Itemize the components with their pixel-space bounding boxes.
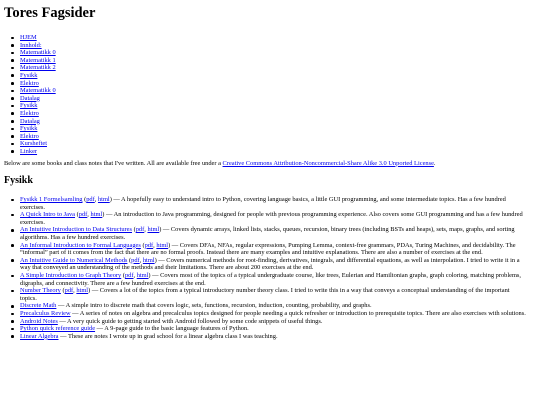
book-item bbox=[20, 325, 528, 333]
book-pdf-link[interactable]: pdf bbox=[131, 256, 140, 264]
book-item bbox=[20, 302, 528, 310]
book-title-link[interactable]: Precalculus Review bbox=[20, 310, 71, 317]
nav-link-linker[interactable]: Linker bbox=[20, 147, 38, 155]
book-title-link[interactable]: Discrete Math bbox=[20, 302, 57, 310]
book-pdf-link[interactable]: pdf bbox=[144, 241, 154, 249]
book-description: — A 9-page guide to the basic language features of Python. bbox=[95, 325, 249, 333]
nav-link-fysikk-b[interactable]: Fysikk bbox=[20, 102, 38, 110]
nav-link-matematikk-1[interactable]: Matematikk 1 bbox=[20, 56, 56, 64]
book-description: — Covers most of the topics of a typical undergraduate course, like trees, Eulerian and Hamiltonian graphs, graph coloring, matching problems, digraphs, and connectivity. There are a few hundred exercises at the end. bbox=[20, 272, 522, 287]
intro-text: Below are some books and class notes that I've written. All are available free under a bbox=[4, 159, 221, 167]
book-item bbox=[20, 318, 528, 326]
license-link[interactable]: Creative Commons Attribution-Noncommercial-Share Alike 3.0 Unported License bbox=[222, 159, 434, 167]
intro-end: . bbox=[433, 159, 436, 167]
book-description: — A hopefully easy to understand intro to Python, covering language basics, a little GUI programming, and some intermediate topics. Has a few hundred exercises. bbox=[20, 196, 506, 211]
nav-item bbox=[20, 95, 528, 103]
nav-link-kursheftet[interactable]: Kursheftet bbox=[20, 140, 47, 148]
nav-item bbox=[20, 148, 528, 156]
nav-item bbox=[20, 72, 528, 80]
book-html-link[interactable]: html bbox=[142, 256, 155, 264]
book-pdf-link[interactable]: pdf bbox=[78, 211, 88, 219]
book-pdf-link[interactable]: pdf bbox=[124, 272, 134, 280]
nav-link-matematikk-0-b[interactable]: Matematikk 0 bbox=[20, 87, 56, 95]
nav-link-matematikk-0[interactable]: Matematikk 0 bbox=[20, 49, 56, 57]
book-html-link[interactable]: html bbox=[147, 226, 160, 234]
nav-item bbox=[20, 34, 528, 42]
nav-item bbox=[20, 110, 528, 118]
book-title-link[interactable]: Number Theory bbox=[20, 287, 61, 295]
nav-item bbox=[20, 102, 528, 110]
nav-link-datalag[interactable]: Datalag bbox=[20, 94, 40, 102]
nav-item bbox=[20, 49, 528, 57]
nav-link-datalag-b[interactable]: Datalag bbox=[20, 117, 40, 125]
nav-link-hjem[interactable]: HJEM bbox=[20, 34, 37, 41]
nav-link-innhold[interactable]: Innhold: bbox=[20, 41, 42, 49]
book-item bbox=[20, 310, 528, 318]
book-list bbox=[4, 196, 528, 340]
book-item: An Informal Introduction to Formal Languages (pdf, html) — Covers DFAs, NFAs, regular expressions, Pumping Lemma, context-free grammars, PDAs, Turing Machines, and decidability. The “informal” part of it comes from the fact that there are no formal proofs. Instead there are many examples and intuitive explanations. There are also a number of exercises at the end. bbox=[20, 242, 528, 257]
nav-item bbox=[20, 140, 528, 148]
book-item: A Quick Intro to Java (pdf, html) — An introduction to Java programming, designed for people with previous programming experience. Also covers some GUI programming and has a few hundred exercises. bbox=[20, 211, 528, 226]
book-html-link[interactable]: html bbox=[97, 196, 110, 204]
book-title-link[interactable]: Android Notes bbox=[20, 317, 58, 325]
book-title-link[interactable]: A Simple Introduction to Graph Theory bbox=[20, 272, 122, 280]
book-title-link[interactable]: A Quick Intro to Java bbox=[20, 211, 76, 219]
book-pdf-link[interactable]: pdf bbox=[64, 287, 74, 295]
book-html-link[interactable]: html bbox=[156, 241, 169, 249]
nav-link-elektro-c[interactable]: Elektro bbox=[20, 132, 39, 140]
book-description: — Covers DFAs, NFAs, regular expressions, Pumping Lemma, context-free grammars, PDAs, Turing Machines, and decidability. The “informal” part of it comes from the fact that there are no formal proofs. Instead there are many examples and intuitive explanations. There are also a number of exercises at the end. bbox=[20, 241, 516, 257]
nav-item bbox=[20, 125, 528, 133]
book-html-link[interactable]: html bbox=[76, 287, 89, 295]
book-description: — A series of notes on algebra and precalculus topics designed for people needing a quick refresher or introduction to prerequisite topics. There are also exercises with solutions. bbox=[70, 310, 526, 317]
nav-item bbox=[20, 118, 528, 126]
book-title-link[interactable]: Linear Algebra bbox=[20, 332, 59, 340]
nav-link-fysikk[interactable]: Fysikk bbox=[20, 71, 38, 79]
nav-item bbox=[20, 87, 528, 95]
book-item: Fysikk 1 Formelsamling (pdf, html) — A hopefully easy to understand intro to Python, covering language basics, a little GUI programming, and some intermediate topics. Has a few hundred exercises. bbox=[20, 196, 528, 211]
book-html-link[interactable]: html bbox=[136, 272, 149, 280]
book-description: — Covers a lot of the topics from a typical introductory number theory class. I tried to write this in a way that conveys a conceptual understanding of the important topics. bbox=[20, 287, 510, 302]
book-pdf-link[interactable]: pdf bbox=[135, 226, 145, 234]
book-description: — These are notes I wrote up in grad school for a linear algebra class I was teaching. bbox=[58, 332, 278, 340]
book-title-link[interactable]: An Intuitive Guide to Numerical Methods bbox=[20, 256, 128, 264]
book-description: — Covers numerical methods for root-finding, derivatives, integrals, and differential equations, as well as interpolation. I tried to write it in a way that conveyed an understanding of the methods and their limitations. There are about 200 exercises at the end. bbox=[20, 256, 520, 272]
book-item bbox=[20, 333, 528, 341]
book-pdf-link[interactable]: pdf bbox=[86, 196, 95, 204]
nav-item bbox=[20, 42, 528, 50]
book-description: — A simple intro to discrete math that covers logic, sets, functions, recursion, induction, counting, probability, and graphs. bbox=[56, 302, 372, 310]
book-item: An Intuitive Guide to Numerical Methods (pdf, html) — Covers numerical methods for root-finding, derivatives, integrals, and differential equations, as well as interpolation. I tried to write it in a way that conveyed an understanding of the methods and their limitations. There are about 200 exercises at the end. bbox=[20, 257, 528, 272]
nav-link-matematikk-2[interactable]: Matematikk 2 bbox=[20, 64, 56, 72]
book-description: — Covers dynamic arrays, linked lists, stacks, queues, recursion, binary trees (including BSTs and heaps), sets, maps, graphs, and sorting algorithms. Has a few hundred exercises. bbox=[20, 226, 515, 242]
book-item: A Simple Introduction to Graph Theory (pdf, html) — Covers most of the topics of a typical undergraduate course, like trees, Eulerian and Hamiltonian graphs, graph coloring, matching problems, digraphs, and connectivity. There are a few hundred exercises at the end. bbox=[20, 272, 528, 287]
book-description: — A very quick guide to getting started with Android followed by some code snippets of useful things. bbox=[57, 317, 323, 325]
intro-paragraph bbox=[4, 160, 528, 168]
nav-link-fysikk-c[interactable]: Fysikk bbox=[20, 125, 38, 133]
nav-item bbox=[20, 64, 528, 72]
nav-list bbox=[4, 34, 528, 156]
nav-item bbox=[20, 133, 528, 141]
page-title: Tores Fagsider bbox=[4, 5, 96, 21]
book-description: — An introduction to Java programming, designed for people with previous programming experience. Also covers some GUI programming and has a few hundred exercises. bbox=[20, 211, 523, 226]
nav-item bbox=[20, 80, 528, 88]
nav-link-elektro-b[interactable]: Elektro bbox=[20, 109, 39, 117]
book-item: Number Theory (pdf, html) — Covers a lot of the topics from a typical introductory number theory class. I tried to write this in a way that conveys a conceptual understanding of the important topics. bbox=[20, 287, 528, 302]
nav-link-elektro[interactable]: Elektro bbox=[20, 79, 39, 87]
book-title-link[interactable]: An Informal Introduction to Formal Languages bbox=[20, 241, 141, 249]
book-title-link[interactable]: Fysikk 1 Formelsamling bbox=[20, 196, 83, 204]
section-heading: Fysikk bbox=[4, 175, 33, 187]
book-html-link[interactable]: html bbox=[90, 211, 103, 219]
book-item: An Intuitive Introduction to Data Structures (pdf, html) — Covers dynamic arrays, linked lists, stacks, queues, recursion, binary trees (including BSTs and heaps), sets, maps, graphs, and sorting algorithms. Has a few hundred exercises. bbox=[20, 226, 528, 241]
nav-item bbox=[20, 57, 528, 65]
book-title-link[interactable]: An Intuitive Introduction to Data Structures bbox=[20, 226, 132, 234]
book-title-link[interactable]: Python quick reference guide bbox=[20, 325, 96, 333]
